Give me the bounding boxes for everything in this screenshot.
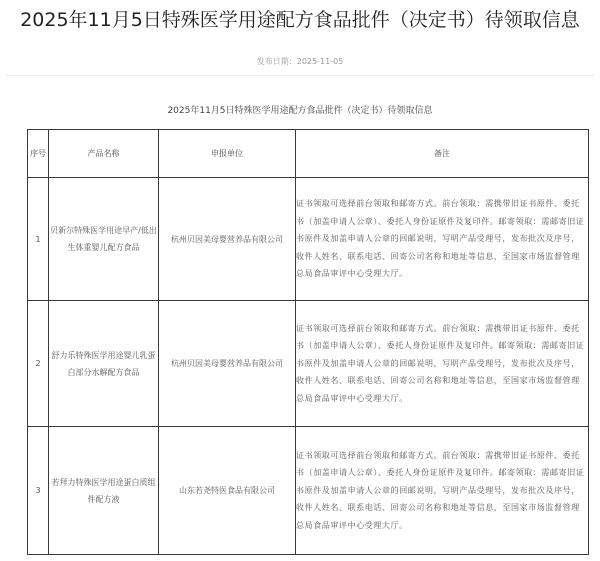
cell-remark: 证书领取可选择前台领取和邮寄方式。前台领取：需携带旧证书原件、委托书（加盖申请人公章）、委托人身份证原件及复印件。邮寄领取：需邮寄旧证书原件及加盖申请人公章的回邮说明，写明产品受理号，发布批次及序号，收件人姓名、联系电话、回寄公司名称和地址等信息，至国家市场监督管理总局食品审评中心受理大厅。 xyxy=(296,178,589,301)
page-title: 2025年11月5日特殊医学用途配方食品批件（决定书）待领取信息 xyxy=(20,9,580,31)
column-header-product: 产品名称 xyxy=(49,130,159,178)
column-header-remark: 备注 xyxy=(296,130,589,178)
cell-no: 2 xyxy=(28,301,49,427)
table-header-row xyxy=(28,130,589,178)
cell-product: 若拜力特殊医学用途蛋白质组件配方液 xyxy=(49,427,159,555)
table-row xyxy=(28,178,589,301)
cell-applicant: 杭州贝因美母婴营养品有限公司 xyxy=(159,301,296,427)
column-header-no-label: 序号 xyxy=(30,148,46,158)
table-caption: 2025年11月5日特殊医学用途配方食品批件（决定书）待领取信息 xyxy=(167,106,433,116)
cell-product: 舒力乐特殊医学用途婴儿乳蛋白部分水解配方食品 xyxy=(49,301,159,427)
cell-remark: 证书领取可选择前台领取和邮寄方式。前台领取：需携带旧证书原件、委托书（加盖申请人公章）、委托人身份证原件及复印件。邮寄领取：需邮寄旧证书原件及加盖申请人公章的回邮说明，写明产品受理号，发布批次及序号，收件人姓名、联系电话、回寄公司名称和地址等信息，至国家市场监督管理总局食品审评中心受理大厅。 xyxy=(296,301,589,427)
table-row xyxy=(28,427,589,555)
table-row xyxy=(28,301,589,427)
cell-product: 贝新尔特殊医学用途早产/低出生体重婴儿配方食品 xyxy=(49,178,159,301)
cell-remark: 证书领取可选择前台领取和邮寄方式。前台领取：需携带旧证书原件、委托书（加盖申请人公章）、委托人身份证原件及复印件。邮寄领取：需邮寄旧证书原件及加盖申请人公章的回邮说明，写明产品受理号，发布批次及序号，收件人姓名、联系电话、回寄公司名称和地址等信息，至国家市场监督管理总局食品审评中心受理大厅。 xyxy=(296,427,589,555)
cell-no: 1 xyxy=(28,178,49,301)
column-header-applicant: 申报单位 xyxy=(159,130,296,178)
cell-no: 3 xyxy=(28,427,49,555)
cell-applicant: 山东若尧特医食品有限公司 xyxy=(159,427,296,555)
publish-date xyxy=(0,56,600,67)
cell-applicant: 杭州贝因美母婴营养品有限公司 xyxy=(159,178,296,301)
publish-date-label: 发布日期： xyxy=(256,57,297,66)
notice-table xyxy=(27,129,589,555)
header-divider xyxy=(5,75,595,76)
publish-date-value: 2025-11-05 xyxy=(296,57,344,66)
column-header-no xyxy=(28,130,49,178)
